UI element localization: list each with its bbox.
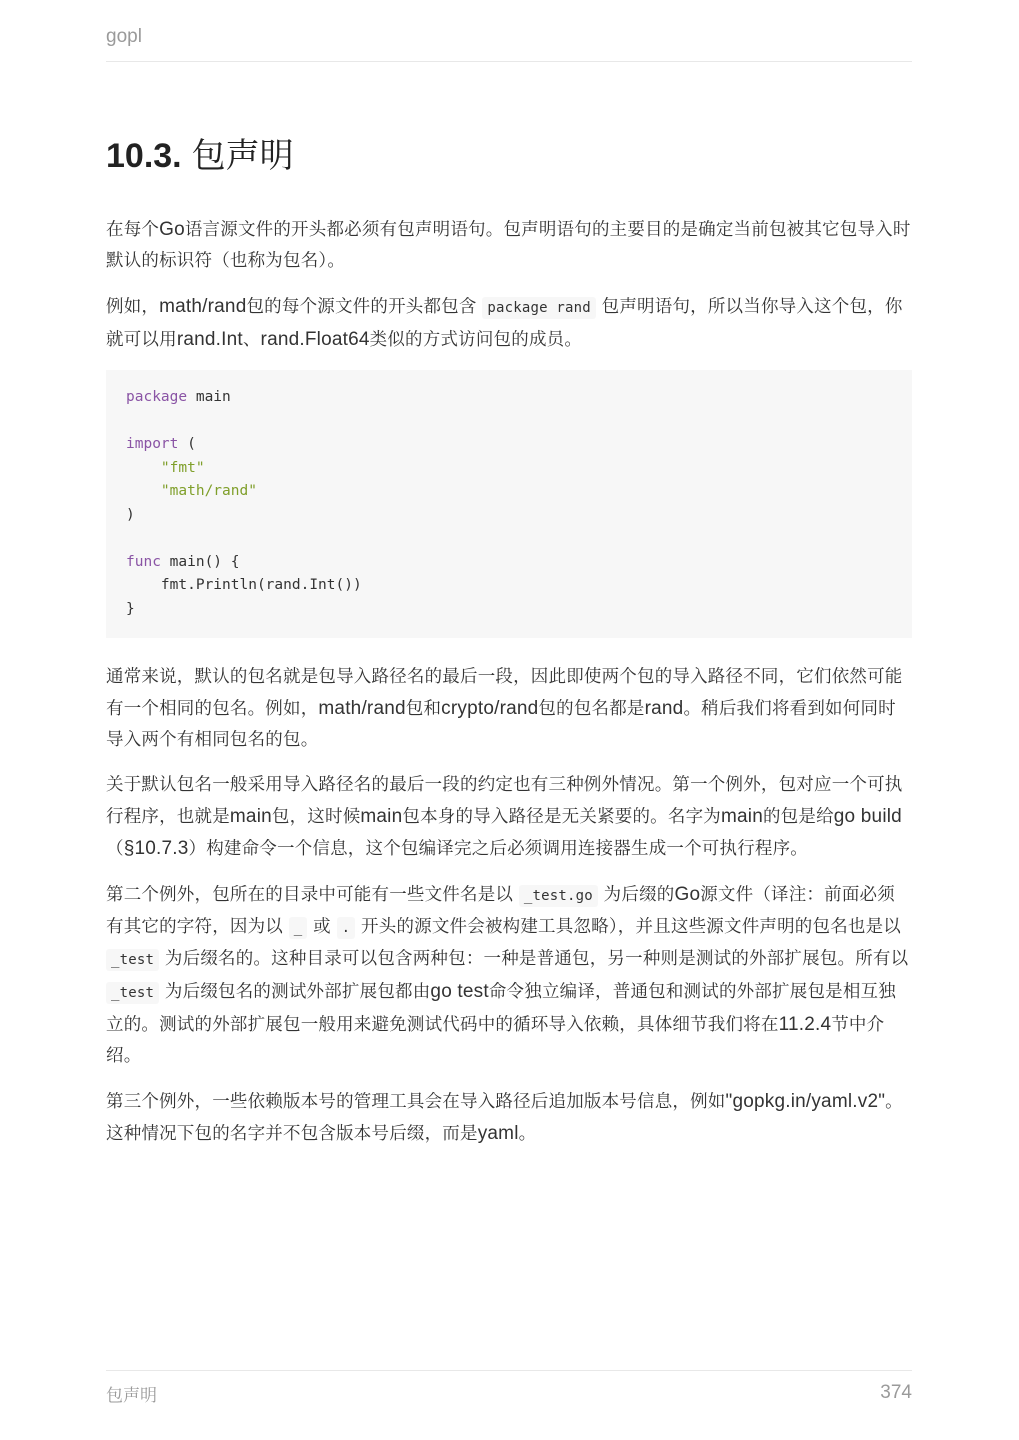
text-run: 第三个例外，一些依赖版本号的管理工具会在导入路径后追加版本号信息，例如 (106, 1092, 726, 1112)
page-header (106, 24, 912, 62)
text-run: ）构建命令一个信息，这个包编译完之后必须调用连接器生成一个可执行程序。 (188, 839, 808, 859)
inline-code: _test (106, 949, 159, 971)
code-token: } (126, 600, 135, 617)
text-run: main (229, 806, 272, 827)
text-run: rand.Int (176, 329, 243, 350)
text-run: main (360, 806, 403, 827)
text-run: §10.7.3 (123, 838, 189, 859)
paragraph-4 (106, 770, 912, 865)
text-run: 的包是给 (762, 807, 834, 827)
page (106, 0, 915, 1440)
code-token: ) (126, 506, 135, 523)
text-run: 例如， (106, 297, 160, 317)
text-run: 包和 (405, 699, 442, 719)
text-run: 节中介绍。 (106, 1015, 885, 1066)
text-run: main (720, 806, 763, 827)
text-run: 包，这时候 (271, 807, 361, 827)
inline-code: _ (289, 917, 308, 939)
text-run: 开头的源文件会被构建工具忽略），并且这些源文件声明的包名也是以 (355, 917, 907, 937)
text-run: crypto/rand (441, 698, 539, 719)
text-run: 包的每个源文件的开头都包含 (246, 297, 483, 317)
text-run: 包的包名都是 (538, 699, 645, 719)
code-token: ( (178, 436, 196, 452)
text-run: 。 (518, 1124, 537, 1144)
text-run: Go (674, 884, 701, 905)
text-run: rand (644, 698, 684, 719)
text-run: 关于默认包名一般采用导入路径名的最后一段的约定也有三种例外情况。第一个例外，包对应一个可执行程序，也就是 (106, 775, 903, 827)
code-line (126, 457, 892, 481)
code-token: main() { (160, 553, 240, 570)
text-run: math/rand (318, 698, 406, 719)
section-title: 包声明 (191, 136, 294, 176)
footer-chapter-title: 包声明 (106, 1386, 157, 1406)
page-footer (106, 1370, 912, 1421)
page-number: 374 (880, 1382, 912, 1403)
paragraph-3 (106, 662, 912, 756)
paragraph-5 (106, 879, 915, 1072)
text-run: 为后缀包名的测试外部扩展包都由 (159, 982, 431, 1002)
code-line (126, 551, 892, 575)
code-line (126, 598, 892, 622)
text-run: go test (430, 981, 489, 1002)
text-run: 语言源文件的开头都必须有包声明语句。包声明语句的主要目的是确定当前包被其它包导入时默认的标识符（也称为包名）。 (106, 220, 911, 271)
text-run: （ (106, 839, 124, 859)
code-keyword: func (126, 553, 161, 570)
text-run: 11.2.4 (778, 1014, 832, 1035)
text-run: Go (159, 219, 185, 240)
text-run: 为后缀名的。这种目录可以包含两种包：一种是普通包，另一种则是测试的外部扩展包。所有以 (159, 949, 915, 969)
text-run: 或 (307, 917, 337, 937)
code-string: "math/rand" (160, 483, 257, 499)
text-run: 为后缀的 (597, 885, 675, 905)
code-line (126, 386, 892, 410)
section-number: 10.3. (106, 137, 182, 175)
inline-code: package rand (482, 297, 596, 319)
text-run: go build (833, 806, 902, 827)
code-keyword: import (126, 436, 179, 452)
code-line (126, 504, 892, 528)
text-run: 第二个例外，包所在的目录中可能有一些文件名是以 (106, 885, 519, 905)
paragraph-2 (106, 291, 912, 356)
inline-code: _test.go (519, 885, 598, 907)
code-token (126, 460, 161, 476)
code-token: main (187, 389, 231, 405)
main-content (106, 132, 915, 1164)
text-run: yaml (477, 1123, 519, 1144)
text-run: 通常来说，默认的包名就是包导入路径名的最后一段，因此即使两个包的导入路径不同，它们依然可能有一个相同的包名。例如， (106, 667, 903, 719)
code-token: fmt.Println(rand.Int()) (126, 577, 362, 593)
text-run: "gopkg.in/yaml.v2" (725, 1091, 886, 1112)
code-token (126, 483, 161, 499)
section-heading (106, 132, 912, 180)
code-line (126, 410, 892, 434)
code-line (126, 480, 892, 504)
text-run: 源文件（译注：前面必须有其它的字符，因为以 (106, 885, 895, 937)
text-run: 。这种情况下包的名字并不包含版本号后缀，而是 (106, 1092, 903, 1144)
paragraph-6 (106, 1086, 912, 1150)
code-block (106, 370, 912, 638)
text-run: math/rand (159, 296, 247, 317)
paragraph-1 (106, 214, 912, 277)
code-line (126, 433, 892, 457)
code-line (126, 527, 892, 551)
inline-code: . (337, 917, 356, 939)
text-run: 、 (242, 330, 261, 350)
text-run: 类似的方式访问包的成员。 (369, 330, 583, 350)
text-run: rand.Float64 (260, 329, 370, 350)
text-run: 在每个 (106, 220, 160, 240)
inline-code: _test (106, 982, 159, 1004)
text-run: 。稍后我们将看到如何同时导入两个有相同包名的包。 (106, 699, 896, 750)
code-keyword: package (126, 389, 188, 405)
text-run: 命令独立编译，普通包和测试的外部扩展包是相互独立的。测试的外部扩展包一般用来避免测试代码中的循环导入依赖，具体细节我们将在 (106, 982, 896, 1035)
text-run: 包声明语句，所以当你导入这个包，你就可以用 (106, 297, 903, 350)
book-title: gopl (106, 26, 142, 47)
code-line (126, 574, 892, 598)
text-run: 包本身的导入路径是无关紧要的。名字为 (402, 807, 721, 827)
code-string: "fmt" (160, 459, 205, 476)
